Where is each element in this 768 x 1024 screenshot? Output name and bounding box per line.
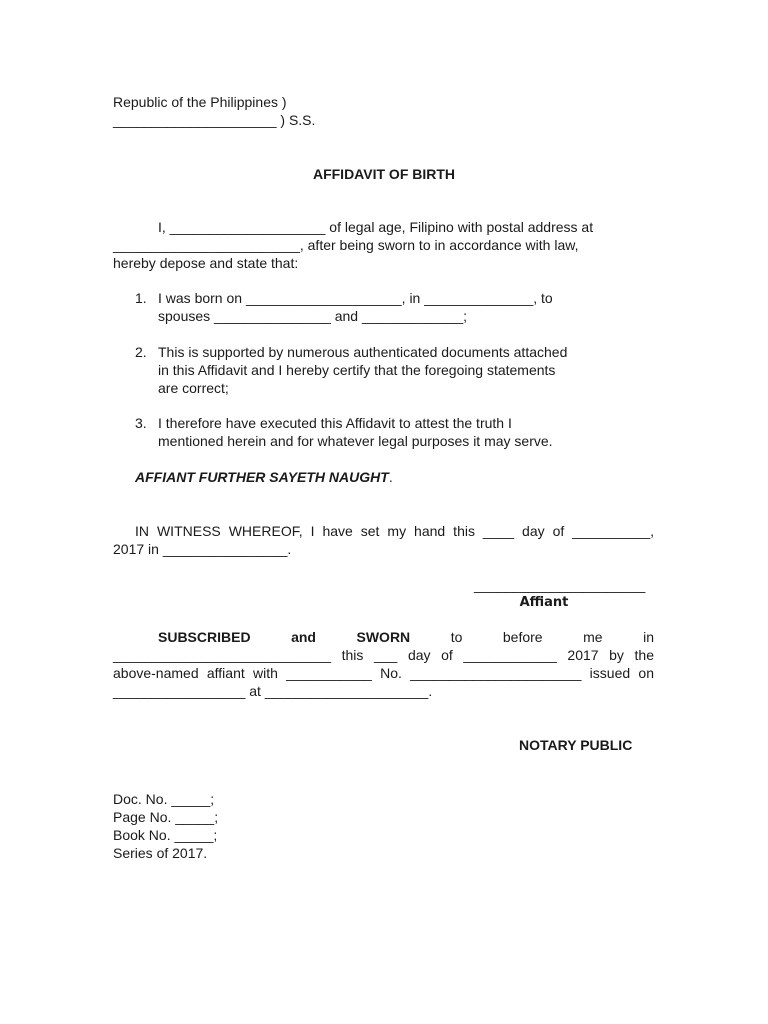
subscribed-line-1 [158,628,654,646]
in-word: in [643,629,654,645]
item-2-number: 2. [135,344,147,360]
header-ss: _____________________ ) S.S. [113,112,316,128]
book-number: Book No. _____; [113,827,218,843]
doc-number: Doc. No. _____; [113,791,215,807]
subscribed-line-4: _________________ at _____________________. [113,683,433,699]
notary-public-label: NOTARY PUBLIC [519,737,633,753]
and-word: and [291,629,316,645]
intro-line-1: I, ____________________ of legal age, Filipino with postal address at [158,219,594,235]
intro-line-2: ________________________, after being sworn to in accordance with law, [113,237,579,253]
item-2-line-2: in this Affidavit and I hereby certify that the foregoing statements [158,362,556,378]
item-1-line-2: spouses _______________ and _____________; [158,308,468,324]
witness-line-2: 2017 in ________________. [113,541,292,557]
to-word: to [450,629,463,645]
subscribed-line-2: ____________________________ this ___ day of ____________ 2017 by the [113,647,654,663]
further-text: AFFIANT FURTHER SAYETH NAUGHT [135,469,389,485]
intro-line-3: hereby depose and state that: [113,255,299,271]
item-2-line-1: This is supported by numerous authenticated documents attached [158,344,568,360]
further-statement [135,468,393,486]
document-title: AFFIDAVIT OF BIRTH [312,166,456,182]
subscribed-word: SUBSCRIBED [158,629,251,645]
sworn-word: SWORN [356,629,411,645]
item-3-number: 3. [135,415,147,431]
affiant-signature-line: ______________________ [474,577,646,593]
item-1-number: 1. [135,290,147,306]
before-word: before [502,629,543,645]
series-year: Series of 2017. [113,845,208,861]
me-word: me [583,629,603,645]
item-1-line-1: I was born on ____________________, in ______________, to [158,290,553,306]
item-3-line-2: mentioned herein and for whatever legal purposes it may serve. [158,433,553,449]
item-2-line-3: are correct; [158,380,229,396]
witness-line-1: IN WITNESS WHEREOF, I have set my hand this ____ day of __________, [135,523,654,539]
item-3-line-1: I therefore have executed this Affidavit to attest the truth I [158,415,512,431]
subscribed-line-3: above-named affiant with ___________ No. ______________________ issued on [113,665,654,681]
affiant-label: Affiant [519,595,569,610]
header-republic: Republic of the Philippines ) [113,94,287,110]
page-number: Page No. _____; [113,809,219,825]
further-period: . [388,469,393,485]
